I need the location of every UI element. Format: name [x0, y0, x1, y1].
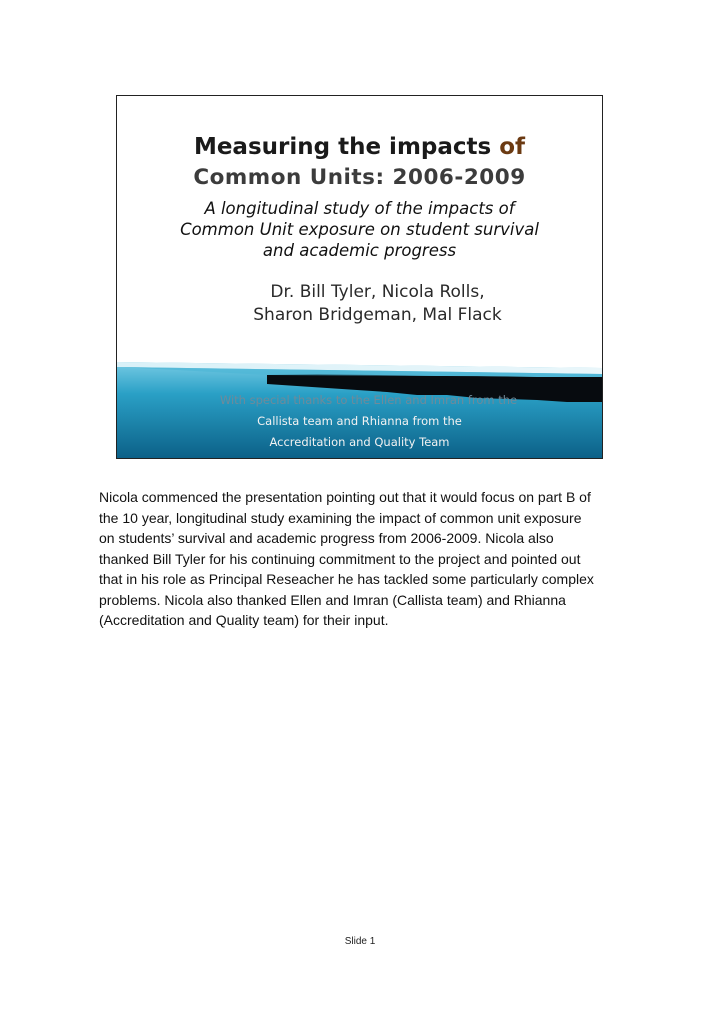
- thanks-line: With special thanks to the Ellen and Imran from the: [219, 393, 518, 407]
- slide-title-line1: [117, 134, 602, 161]
- slide-title-main: Measuring the impacts: [193, 134, 492, 160]
- slide-acknowledgements: [117, 390, 602, 453]
- subtitle-line: and academic progress: [262, 241, 457, 260]
- slide-title-line2: Common Units: 2006-2009: [193, 165, 526, 190]
- speaker-notes: Nicola commenced the presentation pointing out that it would focus on part B of the 10 year, longitudinal study examining the impact of common unit exposure on students’ survival and academic progress from 2006-2009. Nicola also thanked Bill Tyler for his continuing commitment to the project and pointed out that in his role as Principal Reseacher he has tackled some particularly complex problems. Nicola also thanked Ellen and Imran (Callista team) and Rhianna (Accreditation and Quality team) for their input.: [99, 489, 594, 628]
- thanks-line: Callista team and Rhianna from the: [257, 414, 462, 428]
- authors-line: Dr. Bill Tyler, Nicola Rolls,: [270, 282, 485, 302]
- slide-subtitle: [117, 198, 602, 261]
- slide-number: Slide 1: [344, 936, 376, 947]
- thanks-line: Accreditation and Quality Team: [269, 435, 450, 449]
- slide-authors: [117, 281, 602, 327]
- subtitle-line: Common Unit exposure on student survival: [180, 220, 539, 239]
- authors-line: Sharon Bridgeman, Mal Flack: [253, 305, 502, 325]
- slide-title-tail: of: [491, 134, 526, 160]
- slide-thumbnail: [116, 95, 603, 459]
- subtitle-line: A longitudinal study of the impacts of: [204, 199, 515, 218]
